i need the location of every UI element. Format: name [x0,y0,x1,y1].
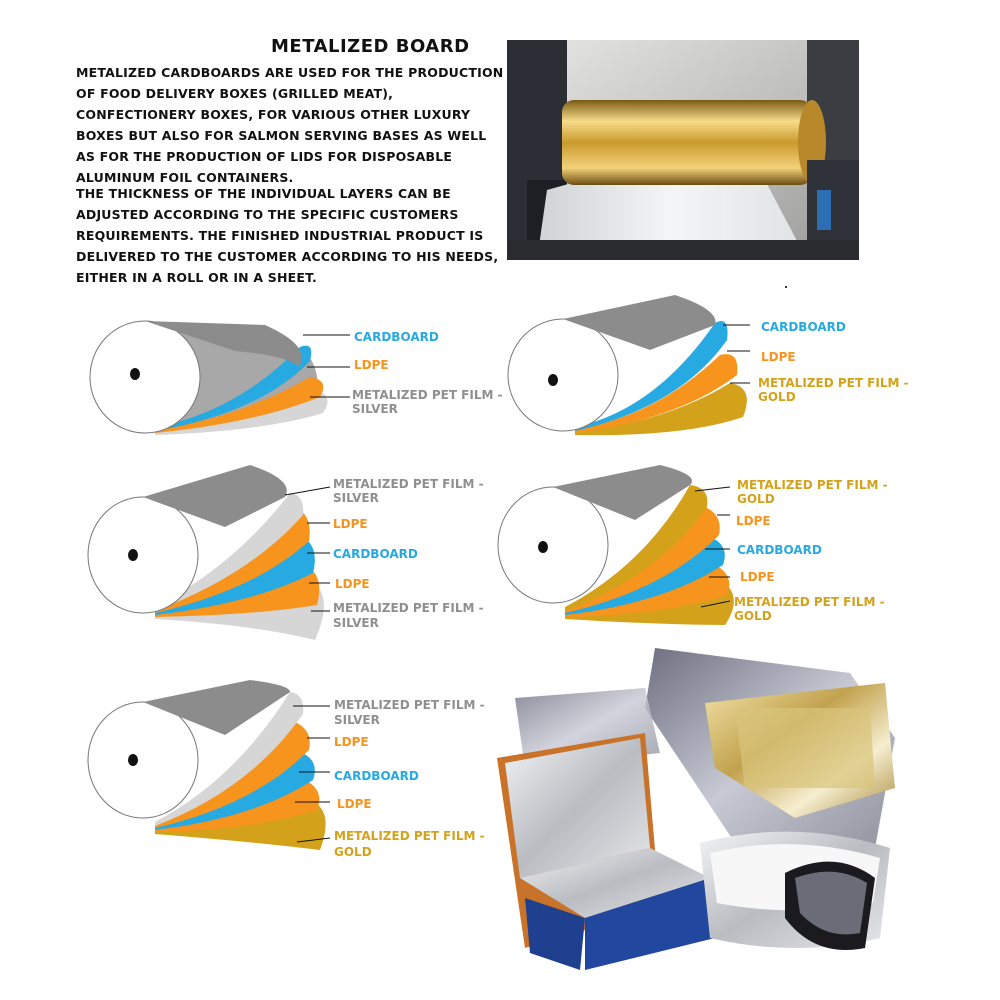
d5-label-metalized-bottom-2: GOLD [334,845,372,859]
d5-label-cardboard: CARDBOARD [334,769,419,783]
d4-label-metalized-top-2: GOLD [737,492,775,506]
d3-label-metalized-bottom-2: SILVER [333,616,379,630]
d5-label-metalized-top-2: SILVER [334,713,380,727]
d1-label-ldpe: LDPE [354,358,389,372]
d3-label-metalized-top-1: METALIZED PET FILM - [333,477,484,491]
d3-label-cardboard: CARDBOARD [333,547,418,561]
d1-label-cardboard: CARDBOARD [354,330,439,344]
production-machine-photo [507,40,859,260]
d3-label-ldpe-2: LDPE [335,577,370,591]
d2-label-ldpe: LDPE [761,350,796,364]
d4-label-cardboard: CARDBOARD [737,543,822,557]
d4-label-metalized-bottom-2: GOLD [734,609,772,623]
d5-label-metalized-bottom-1: METALIZED PET FILM - [334,829,485,843]
d4-label-metalized-top-1: METALIZED PET FILM - [737,478,888,492]
d3-label-metalized-bottom-1: METALIZED PET FILM - [333,601,484,615]
stray-dot [785,286,787,288]
d1-label-metalized-1: METALIZED PET FILM - [352,388,503,402]
layer-diagram-3 [85,465,335,645]
intro-paragraph-2: THE THICKNESS OF THE INDIVIDUAL LAYERS CAN BE ADJUSTED ACCORDING TO THE SPECIFIC CUSTOMERS REQUIREMENTS. THE FINISHED INDUSTRIAL PRODUCT IS DELIVERED TO THE CUSTOMER ACCORDING TO HIS NEEDS, EITHER IN A ROLL OR IN A SHEET. [76,186,499,285]
d4-label-metalized-bottom-1: METALIZED PET FILM - [734,595,885,609]
d2-label-metalized-2: GOLD [758,390,796,404]
d5-label-ldpe-1: LDPE [334,735,369,749]
d3-label-ldpe-1: LDPE [333,517,368,531]
layer-diagram-5 [85,680,335,860]
d4-label-ldpe-2: LDPE [740,570,775,584]
layer-diagram-2 [505,295,755,445]
layer-diagram-4 [495,465,745,645]
page-title: METALIZED BOARD [271,36,470,57]
d2-label-metalized-1: METALIZED PET FILM - [758,376,909,390]
d5-label-ldpe-2: LDPE [337,797,372,811]
d4-label-ldpe-1: LDPE [736,514,771,528]
d5-label-metalized-top-1: METALIZED PET FILM - [334,698,485,712]
d1-label-metalized-2: SILVER [352,402,398,416]
intro-paragraph-1: METALIZED CARDBOARDS ARE USED FOR THE PRODUCTION OF FOOD DELIVERY BOXES (GRILLED MEAT), CONFECTIONERY BOXES, FOR VARIOUS OTHER LUXURY BOXES BUT ALSO FOR SALMON SERVING BASES AS WELL AS FOR THE PRODUCTION OF LIDS FOR DISPOSABLE ALUMINUM FOIL CONTAINERS. [76,65,504,185]
layer-diagram-1 [85,295,335,445]
d3-label-metalized-top-2: SILVER [333,491,379,505]
products-photo [495,648,900,970]
d2-label-cardboard: CARDBOARD [761,320,846,334]
